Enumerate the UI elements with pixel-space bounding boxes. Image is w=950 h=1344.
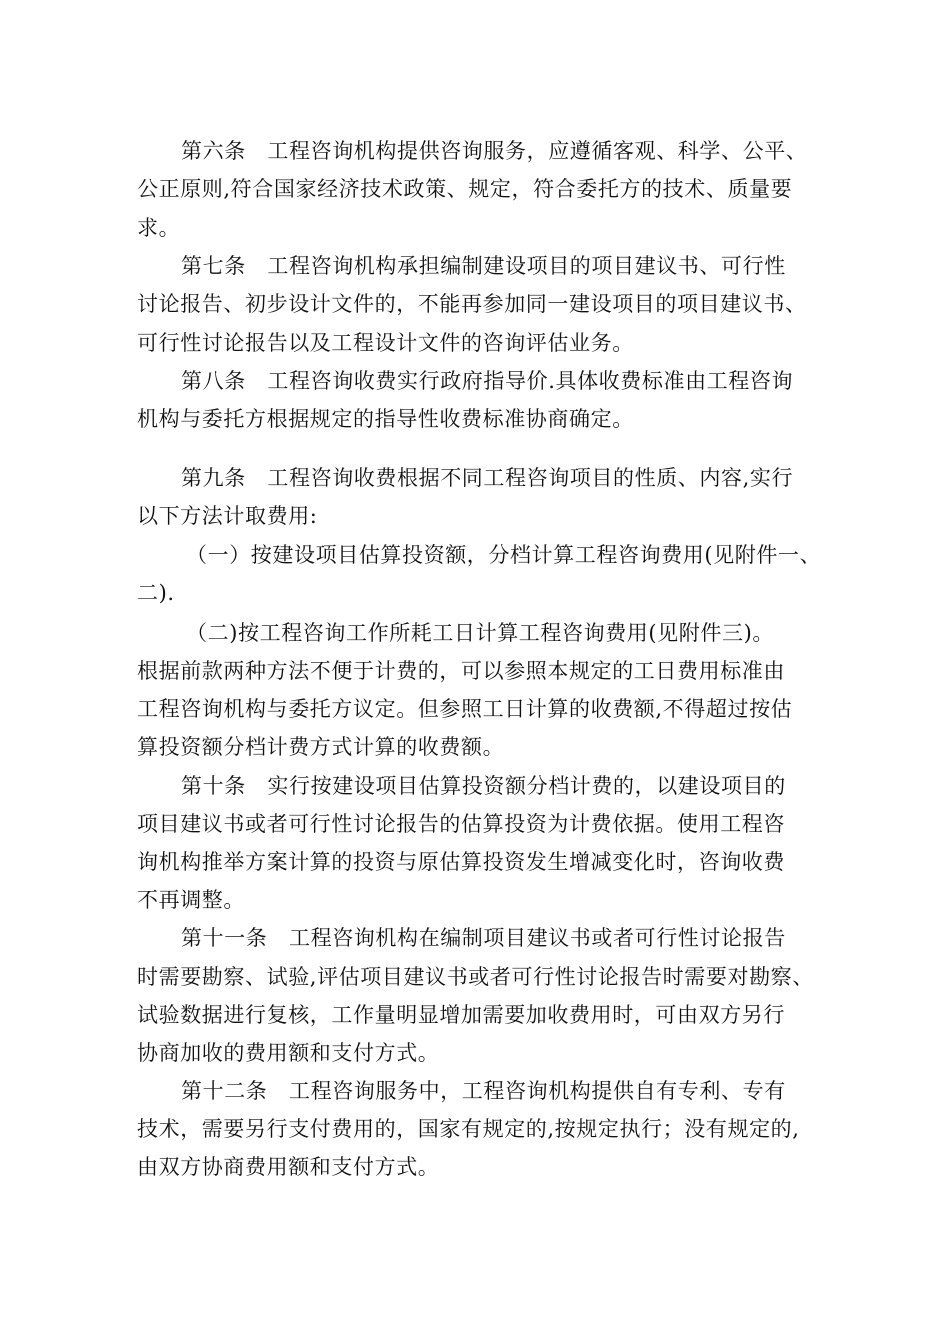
text-line: 第十二条 工程咨询服务中，工程咨询机构提供自有专利、专有 [181, 1079, 786, 1103]
text-line: （一）按建设项目估算投资额，分档计算工程咨询费用(见附件一、 [186, 543, 822, 567]
text-line: 第十一条 工程咨询机构在编制项目建议书或者可行性讨论报告 [181, 926, 786, 950]
text-line: 第八条 工程咨询收费实行政府指导价.具体收费标准由工程咨询 [181, 369, 794, 393]
text-line: 技术，需要另行支付费用的，国家有规定的,按规定执行；没有规定的, [137, 1117, 800, 1141]
text-line: 根据前款两种方法不便于计费的，可以参照本规定的工日费用标准由 [137, 659, 785, 683]
text-line: 算投资额分档计费方式计算的收费额。 [137, 735, 505, 759]
text-line: 二). [137, 581, 175, 605]
text-line: 时需要勘察、试验,评估项目建议书或者可行性讨论报告时需要对勘察、 [137, 965, 814, 989]
text-line: 第六条 工程咨询机构提供咨询服务，应遵循客观、科学、公平、 [181, 139, 808, 163]
text-line: 公正原则,符合国家经济技术政策、规定，符合委托方的技术、质量要 [137, 177, 793, 201]
text-line: 以下方法计取费用: [137, 504, 318, 528]
text-line: 协商加收的费用额和支付方式。 [137, 1041, 440, 1065]
text-line: 不再调整。 [137, 888, 245, 912]
text-line: 讨论报告、初步设计文件的，不能再参加同一建设项目的项目建议书、 [137, 292, 807, 316]
text-line: 工程咨询机构与委托方议定。但参照工日计算的收费额,不得超过按估 [137, 697, 793, 721]
text-line: 求。 [137, 216, 181, 240]
text-line: （二)按工程咨询工作所耗工日计算工程咨询费用(见附件三)。 [186, 621, 774, 645]
text-line: 由双方协商费用额和支付方式。 [137, 1155, 440, 1179]
text-line: 第十条 实行按建设项目估算投资额分档计费的，以建设项目的 [181, 774, 786, 798]
text-line: 试验数据进行复核，工作量明显增加需要加收费用时，可由双方另行 [137, 1003, 785, 1027]
text-line: 可行性讨论报告以及工程设计文件的咨询评估业务。 [137, 331, 634, 355]
text-line: 项目建议书或者可行性讨论报告的估算投资为计费依据。使用工程咨 [137, 812, 785, 836]
text-line: 机构与委托方根据规定的指导性收费标准协商确定。 [137, 407, 634, 431]
text-line: 第九条 工程咨询收费根据不同工程咨询项目的性质、内容,实行 [181, 466, 794, 490]
text-line: 第七条 工程咨询机构承担编制建设项目的项目建议书、可行性 [181, 254, 786, 278]
text-line: 询机构推举方案计算的投资与原估算投资发生增减变化时，咨询收费 [137, 850, 785, 874]
